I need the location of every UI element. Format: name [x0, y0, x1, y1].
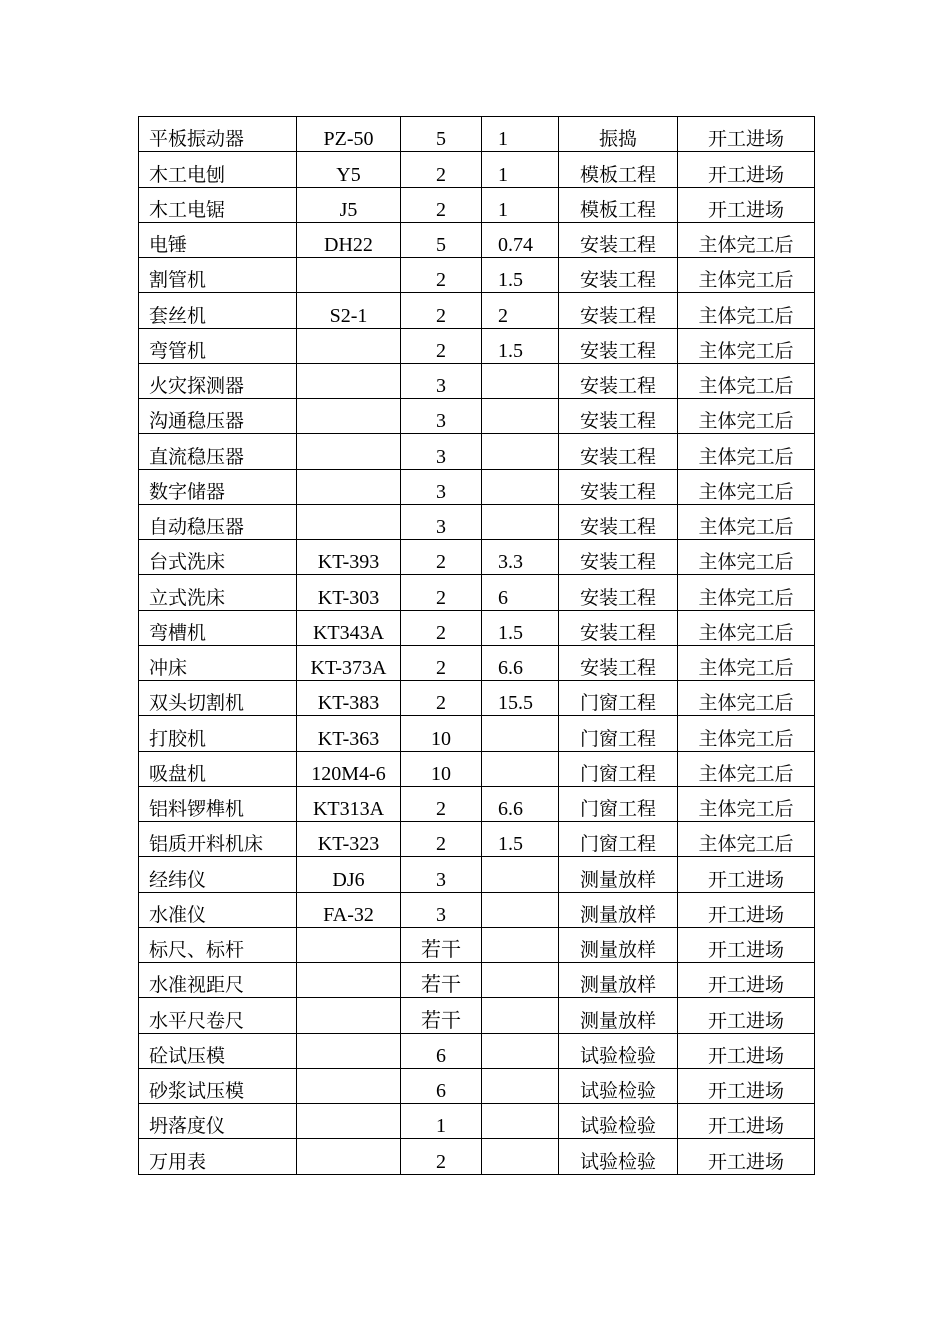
model-cell: DH22 [297, 222, 401, 257]
model-cell [297, 328, 401, 363]
power-cell [482, 1104, 559, 1139]
work-type-cell: 模板工程 [559, 152, 678, 187]
work-type-cell: 模板工程 [559, 187, 678, 222]
model-cell: KT-393 [297, 540, 401, 575]
model-cell [297, 1139, 401, 1174]
table-row [139, 575, 815, 610]
table-row [139, 504, 815, 539]
power-cell [482, 963, 559, 998]
model-cell: J5 [297, 187, 401, 222]
quantity-cell: 3 [401, 399, 482, 434]
entry-time-cell: 开工进场 [678, 1033, 815, 1068]
power-cell [482, 892, 559, 927]
entry-time-cell: 主体完工后 [678, 681, 815, 716]
model-cell: DJ6 [297, 857, 401, 892]
entry-time-cell: 主体完工后 [678, 504, 815, 539]
model-cell: KT-303 [297, 575, 401, 610]
power-cell: 1.5 [482, 610, 559, 645]
entry-time-cell: 主体完工后 [678, 751, 815, 786]
model-cell: FA-32 [297, 892, 401, 927]
equipment-name-cell: 打胶机 [139, 716, 297, 751]
equipment-name-cell: 火灾探测器 [139, 363, 297, 398]
model-cell: Y5 [297, 152, 401, 187]
equipment-name-cell: 立式洗床 [139, 575, 297, 610]
quantity-cell: 5 [401, 117, 482, 152]
quantity-cell: 2 [401, 258, 482, 293]
table-row [139, 258, 815, 293]
work-type-cell: 安装工程 [559, 469, 678, 504]
equipment-name-cell: 直流稳压器 [139, 434, 297, 469]
entry-time-cell: 主体完工后 [678, 575, 815, 610]
work-type-cell: 安装工程 [559, 293, 678, 328]
equipment-name-cell: 套丝机 [139, 293, 297, 328]
entry-time-cell: 开工进场 [678, 152, 815, 187]
work-type-cell: 试验检验 [559, 1068, 678, 1103]
equipment-name-cell: 铝料锣榫机 [139, 786, 297, 821]
table-row [139, 645, 815, 680]
entry-time-cell: 开工进场 [678, 187, 815, 222]
work-type-cell: 门窗工程 [559, 786, 678, 821]
power-cell [482, 1139, 559, 1174]
table-row [139, 293, 815, 328]
power-cell [482, 504, 559, 539]
entry-time-cell: 主体完工后 [678, 434, 815, 469]
entry-time-cell: 主体完工后 [678, 645, 815, 680]
table-row [139, 363, 815, 398]
quantity-cell: 若干 [401, 998, 482, 1033]
work-type-cell: 安装工程 [559, 258, 678, 293]
power-cell: 3.3 [482, 540, 559, 575]
quantity-cell: 6 [401, 1033, 482, 1068]
model-cell [297, 469, 401, 504]
model-cell [297, 1104, 401, 1139]
table-row [139, 857, 815, 892]
quantity-cell: 2 [401, 610, 482, 645]
quantity-cell: 3 [401, 434, 482, 469]
entry-time-cell: 主体完工后 [678, 610, 815, 645]
model-cell [297, 258, 401, 293]
work-type-cell: 安装工程 [559, 575, 678, 610]
work-type-cell: 安装工程 [559, 645, 678, 680]
equipment-name-cell: 自动稳压器 [139, 504, 297, 539]
work-type-cell: 门窗工程 [559, 751, 678, 786]
power-cell: 0.74 [482, 222, 559, 257]
equipment-table [138, 116, 815, 1175]
quantity-cell: 2 [401, 293, 482, 328]
work-type-cell: 安装工程 [559, 399, 678, 434]
entry-time-cell: 主体完工后 [678, 469, 815, 504]
equipment-name-cell: 木工电锯 [139, 187, 297, 222]
power-cell: 1.5 [482, 328, 559, 363]
work-type-cell: 测量放样 [559, 963, 678, 998]
table-row [139, 434, 815, 469]
work-type-cell: 安装工程 [559, 328, 678, 363]
quantity-cell: 6 [401, 1068, 482, 1103]
equipment-name-cell: 砂浆试压模 [139, 1068, 297, 1103]
entry-time-cell: 主体完工后 [678, 716, 815, 751]
entry-time-cell: 开工进场 [678, 892, 815, 927]
quantity-cell: 3 [401, 504, 482, 539]
table-row [139, 117, 815, 152]
model-cell: KT313A [297, 786, 401, 821]
model-cell [297, 1033, 401, 1068]
equipment-name-cell: 标尺、标杆 [139, 927, 297, 962]
model-cell: KT343A [297, 610, 401, 645]
work-type-cell: 试验检验 [559, 1139, 678, 1174]
table-row [139, 1139, 815, 1174]
power-cell [482, 751, 559, 786]
entry-time-cell: 开工进场 [678, 998, 815, 1033]
entry-time-cell: 开工进场 [678, 1139, 815, 1174]
equipment-name-cell: 数字储器 [139, 469, 297, 504]
entry-time-cell: 开工进场 [678, 857, 815, 892]
quantity-cell: 3 [401, 892, 482, 927]
model-cell [297, 363, 401, 398]
work-type-cell: 安装工程 [559, 434, 678, 469]
work-type-cell: 门窗工程 [559, 681, 678, 716]
model-cell [297, 998, 401, 1033]
power-cell [482, 363, 559, 398]
table-row [139, 328, 815, 363]
power-cell: 6 [482, 575, 559, 610]
table-row [139, 610, 815, 645]
power-cell [482, 998, 559, 1033]
power-cell [482, 1068, 559, 1103]
power-cell [482, 857, 559, 892]
table-row [139, 469, 815, 504]
work-type-cell: 测量放样 [559, 892, 678, 927]
entry-time-cell: 主体完工后 [678, 540, 815, 575]
model-cell: KT-323 [297, 822, 401, 857]
work-type-cell: 测量放样 [559, 927, 678, 962]
quantity-cell: 2 [401, 540, 482, 575]
power-cell [482, 434, 559, 469]
power-cell: 6.6 [482, 786, 559, 821]
work-type-cell: 安装工程 [559, 222, 678, 257]
power-cell: 15.5 [482, 681, 559, 716]
equipment-name-cell: 吸盘机 [139, 751, 297, 786]
entry-time-cell: 开工进场 [678, 117, 815, 152]
power-cell: 1.5 [482, 258, 559, 293]
model-cell: S2-1 [297, 293, 401, 328]
quantity-cell: 2 [401, 328, 482, 363]
power-cell [482, 469, 559, 504]
table-row [139, 998, 815, 1033]
quantity-cell: 2 [401, 786, 482, 821]
equipment-name-cell: 平板振动器 [139, 117, 297, 152]
equipment-name-cell: 坍落度仪 [139, 1104, 297, 1139]
work-type-cell: 门窗工程 [559, 822, 678, 857]
equipment-name-cell: 台式洗床 [139, 540, 297, 575]
entry-time-cell: 主体完工后 [678, 822, 815, 857]
quantity-cell: 10 [401, 751, 482, 786]
model-cell [297, 434, 401, 469]
equipment-name-cell: 沟通稳压器 [139, 399, 297, 434]
equipment-name-cell: 砼试压模 [139, 1033, 297, 1068]
quantity-cell: 3 [401, 857, 482, 892]
table-row [139, 1033, 815, 1068]
work-type-cell: 安装工程 [559, 540, 678, 575]
model-cell: KT-363 [297, 716, 401, 751]
quantity-cell: 2 [401, 645, 482, 680]
table-row [139, 187, 815, 222]
quantity-cell: 3 [401, 363, 482, 398]
quantity-cell: 5 [401, 222, 482, 257]
work-type-cell: 测量放样 [559, 998, 678, 1033]
table-row [139, 399, 815, 434]
work-type-cell: 安装工程 [559, 363, 678, 398]
power-cell: 1.5 [482, 822, 559, 857]
equipment-name-cell: 电锤 [139, 222, 297, 257]
quantity-cell: 10 [401, 716, 482, 751]
table-row [139, 716, 815, 751]
equipment-name-cell: 双头切割机 [139, 681, 297, 716]
table-row [139, 751, 815, 786]
model-cell [297, 399, 401, 434]
model-cell: PZ-50 [297, 117, 401, 152]
entry-time-cell: 主体完工后 [678, 328, 815, 363]
entry-time-cell: 主体完工后 [678, 786, 815, 821]
quantity-cell: 2 [401, 152, 482, 187]
table-row [139, 152, 815, 187]
table-row [139, 786, 815, 821]
work-type-cell: 振捣 [559, 117, 678, 152]
table-row [139, 1104, 815, 1139]
entry-time-cell: 主体完工后 [678, 399, 815, 434]
model-cell [297, 963, 401, 998]
quantity-cell: 若干 [401, 963, 482, 998]
quantity-cell: 2 [401, 1139, 482, 1174]
table-row [139, 963, 815, 998]
model-cell: KT-373A [297, 645, 401, 680]
equipment-name-cell: 弯管机 [139, 328, 297, 363]
power-cell [482, 399, 559, 434]
quantity-cell: 2 [401, 822, 482, 857]
equipment-name-cell: 万用表 [139, 1139, 297, 1174]
model-cell [297, 1068, 401, 1103]
table-row [139, 1068, 815, 1103]
work-type-cell: 门窗工程 [559, 716, 678, 751]
quantity-cell: 3 [401, 469, 482, 504]
model-cell: 120M4-6 [297, 751, 401, 786]
equipment-name-cell: 冲床 [139, 645, 297, 680]
entry-time-cell: 主体完工后 [678, 222, 815, 257]
quantity-cell: 2 [401, 187, 482, 222]
power-cell: 1 [482, 152, 559, 187]
power-cell: 1 [482, 117, 559, 152]
table-row [139, 892, 815, 927]
table-row [139, 927, 815, 962]
equipment-name-cell: 木工电刨 [139, 152, 297, 187]
equipment-name-cell: 水平尺卷尺 [139, 998, 297, 1033]
power-cell: 6.6 [482, 645, 559, 680]
entry-time-cell: 主体完工后 [678, 293, 815, 328]
equipment-name-cell: 割管机 [139, 258, 297, 293]
work-type-cell: 试验检验 [559, 1104, 678, 1139]
work-type-cell: 安装工程 [559, 504, 678, 539]
equipment-name-cell: 弯槽机 [139, 610, 297, 645]
model-cell [297, 927, 401, 962]
power-cell: 1 [482, 187, 559, 222]
entry-time-cell: 开工进场 [678, 1104, 815, 1139]
equipment-name-cell: 铝质开料机床 [139, 822, 297, 857]
equipment-name-cell: 经纬仪 [139, 857, 297, 892]
quantity-cell: 1 [401, 1104, 482, 1139]
quantity-cell: 2 [401, 681, 482, 716]
power-cell [482, 1033, 559, 1068]
entry-time-cell: 主体完工后 [678, 258, 815, 293]
power-cell [482, 927, 559, 962]
table-row [139, 540, 815, 575]
work-type-cell: 测量放样 [559, 857, 678, 892]
table-body [139, 117, 815, 1175]
work-type-cell: 试验检验 [559, 1033, 678, 1068]
entry-time-cell: 开工进场 [678, 1068, 815, 1103]
model-cell [297, 504, 401, 539]
equipment-name-cell: 水准视距尺 [139, 963, 297, 998]
power-cell: 2 [482, 293, 559, 328]
entry-time-cell: 开工进场 [678, 963, 815, 998]
quantity-cell: 若干 [401, 927, 482, 962]
equipment-name-cell: 水准仪 [139, 892, 297, 927]
quantity-cell: 2 [401, 575, 482, 610]
work-type-cell: 安装工程 [559, 610, 678, 645]
table-row [139, 822, 815, 857]
model-cell: KT-383 [297, 681, 401, 716]
power-cell [482, 716, 559, 751]
entry-time-cell: 开工进场 [678, 927, 815, 962]
table-row [139, 681, 815, 716]
table-row [139, 222, 815, 257]
entry-time-cell: 主体完工后 [678, 363, 815, 398]
